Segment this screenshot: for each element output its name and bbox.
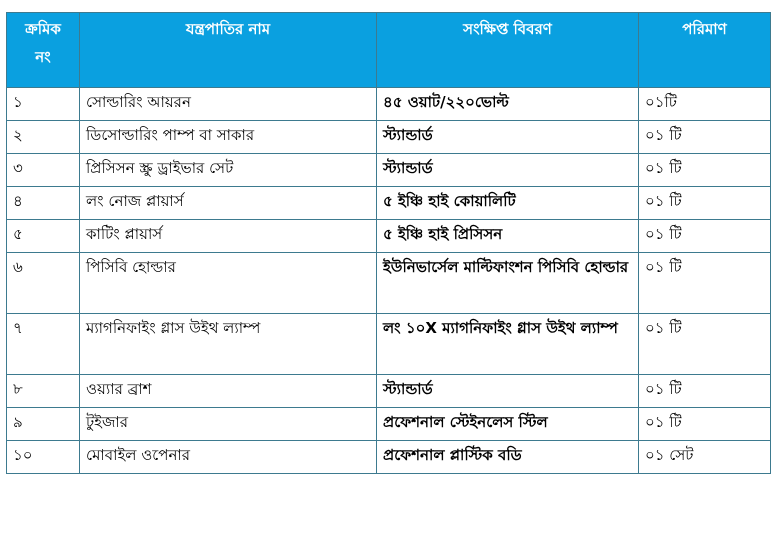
cell-quantity: ০১ টি xyxy=(639,220,771,253)
table-row xyxy=(7,375,771,408)
cell-serial: ৩ xyxy=(7,154,80,187)
header-description: সংক্ষিপ্ত বিবরণ xyxy=(377,13,639,88)
cell-serial: ৫ xyxy=(7,220,80,253)
cell-serial: ৭ xyxy=(7,314,80,375)
cell-description: ৪৫ ওয়াট/২২০ভোল্ট xyxy=(377,88,639,121)
table-row xyxy=(7,441,771,474)
cell-quantity: ০১ টি xyxy=(639,408,771,441)
cell-quantity: ০১ টি xyxy=(639,187,771,220)
header-name: যন্ত্রপাতির নাম xyxy=(80,13,377,88)
header-quantity: পরিমাণ xyxy=(639,13,771,88)
cell-quantity: ০১ টি xyxy=(639,253,771,314)
header-serial-line2: নং xyxy=(35,48,51,66)
cell-serial: ৪ xyxy=(7,187,80,220)
cell-serial: ৮ xyxy=(7,375,80,408)
cell-description: লং ১০X ম্যাগনিফাইং গ্লাস উইথ ল্যাম্প xyxy=(377,314,639,375)
cell-name: ডিসোল্ডারিং পাম্প বা সাকার xyxy=(80,121,377,154)
cell-name: কাটিং প্লায়ার্স xyxy=(80,220,377,253)
cell-quantity: ০১ টি xyxy=(639,375,771,408)
table-row xyxy=(7,314,771,375)
cell-description: ইউনিভার্সেল মাল্টিফাংশন পিসিবি হোল্ডার xyxy=(377,253,639,314)
cell-serial: ১০ xyxy=(7,441,80,474)
cell-name: পিসিবি হোল্ডার xyxy=(80,253,377,314)
cell-serial: ২ xyxy=(7,121,80,154)
cell-description: প্রফেশনাল স্টেইনলেস স্টিল xyxy=(377,408,639,441)
table-row xyxy=(7,121,771,154)
cell-description: ৫ ইঞ্চি হাই কোয়ালিটি xyxy=(377,187,639,220)
table-row xyxy=(7,187,771,220)
cell-quantity: ০১ টি xyxy=(639,314,771,375)
table-row xyxy=(7,154,771,187)
table-row xyxy=(7,408,771,441)
cell-quantity: ০১ টি xyxy=(639,121,771,154)
table-row xyxy=(7,220,771,253)
cell-quantity: ০১ সেট xyxy=(639,441,771,474)
cell-name: লং নোজ প্লায়ার্স xyxy=(80,187,377,220)
cell-quantity: ০১টি xyxy=(639,88,771,121)
table-row xyxy=(7,88,771,121)
cell-name: প্রিসিসন স্ক্রু ড্রাইভার সেট xyxy=(80,154,377,187)
cell-description: প্রফেশনাল প্লাস্টিক বডি xyxy=(377,441,639,474)
cell-serial: ৬ xyxy=(7,253,80,314)
cell-description: স্ট্যান্ডার্ড xyxy=(377,375,639,408)
cell-name: ম্যাগনিফাইং গ্লাস উইথ ল্যাম্প xyxy=(80,314,377,375)
table-body xyxy=(7,88,771,474)
cell-description: ৫ ইঞ্চি হাই প্রিসিসন xyxy=(377,220,639,253)
cell-name: মোবাইল ওপেনার xyxy=(80,441,377,474)
cell-name: ওয়্যার ব্রাশ xyxy=(80,375,377,408)
cell-quantity: ০১ টি xyxy=(639,154,771,187)
cell-name: টুইজার xyxy=(80,408,377,441)
tools-table xyxy=(6,12,771,474)
cell-serial: ১ xyxy=(7,88,80,121)
cell-description: স্ট্যান্ডার্ড xyxy=(377,154,639,187)
header-serial xyxy=(7,13,80,88)
cell-name: সোল্ডারিং আয়রন xyxy=(80,88,377,121)
table-header xyxy=(7,13,771,88)
header-serial-line1: ক্রমিক xyxy=(25,20,61,38)
cell-serial: ৯ xyxy=(7,408,80,441)
table-row xyxy=(7,253,771,314)
cell-description: স্ট্যান্ডার্ড xyxy=(377,121,639,154)
